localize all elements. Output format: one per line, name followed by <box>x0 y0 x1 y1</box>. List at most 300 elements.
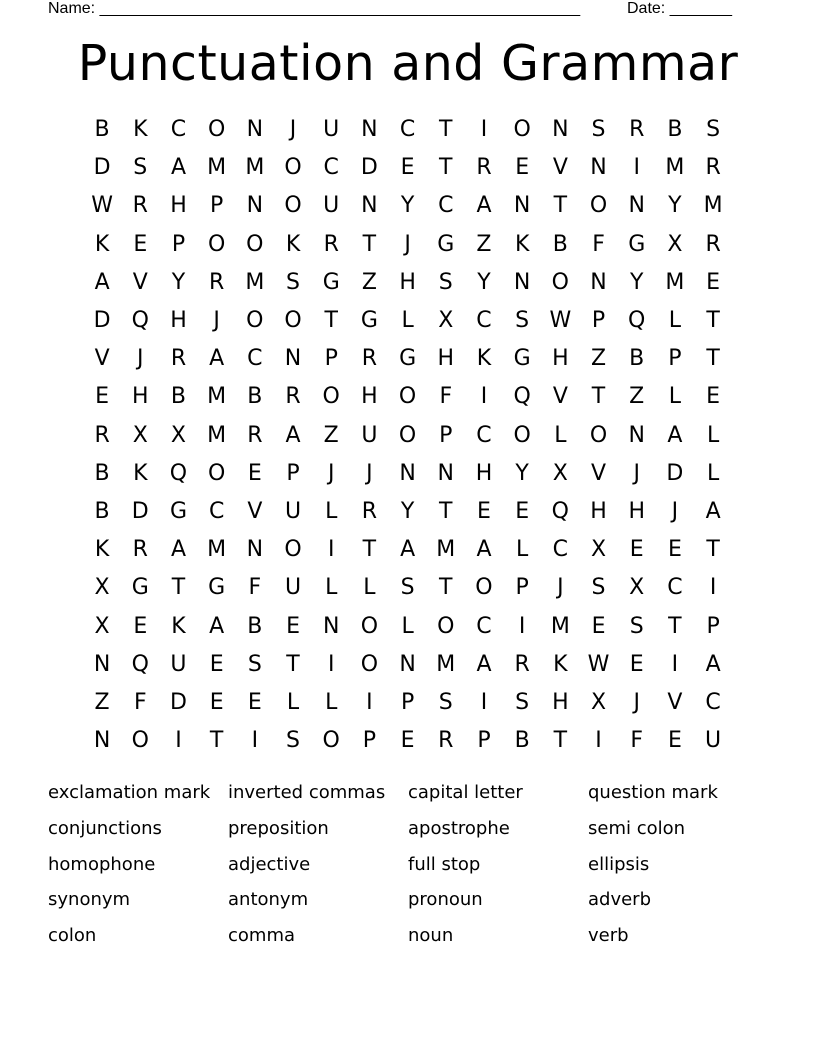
word-bank-item: homophone <box>48 853 156 875</box>
grid-letter: O <box>284 155 302 181</box>
grid-letter: N <box>437 460 455 486</box>
grid-letter: K <box>94 537 110 563</box>
grid-letter: M <box>436 651 456 677</box>
grid-letter: E <box>591 613 606 639</box>
grid-letter: A <box>285 422 301 448</box>
grid-letter: L <box>554 422 567 448</box>
grid-letter: T <box>362 537 377 563</box>
word-bank-item: conjunctions <box>48 817 162 839</box>
grid-letter: O <box>360 651 379 677</box>
grid-letter: G <box>628 231 646 257</box>
grid-letter: T <box>591 384 606 410</box>
grid-letter: L <box>286 689 300 715</box>
grid-letter: D <box>360 155 378 181</box>
word-bank-item: verb <box>588 925 629 947</box>
grid-letter: G <box>208 575 226 601</box>
grid-letter: N <box>361 193 378 219</box>
grid-letter: X <box>94 613 110 639</box>
grid-letter: K <box>133 460 148 486</box>
grid-letter: P <box>210 193 224 219</box>
grid-letter: E <box>706 384 721 410</box>
grid-letter: A <box>170 537 186 563</box>
grid-letter: H <box>475 460 493 486</box>
grid-letter: C <box>170 117 187 143</box>
grid-letter: T <box>439 117 453 143</box>
grid-letter: J <box>633 460 640 486</box>
grid-letter: C <box>476 613 492 639</box>
grid-letter: I <box>251 728 259 754</box>
word-bank-item: comma <box>228 925 296 947</box>
grid-letter: A <box>209 613 225 639</box>
grid-letter: O <box>207 460 226 486</box>
grid-letter: A <box>667 422 683 448</box>
grid-letter: C <box>438 193 454 219</box>
grid-letter: X <box>629 575 645 601</box>
grid-letter: E <box>133 613 148 639</box>
grid-letter: Y <box>171 269 186 295</box>
grid-letter: P <box>324 346 338 372</box>
word-bank-item: exclamation mark <box>48 782 211 803</box>
grid-letter: C <box>705 689 721 715</box>
grid-letter: S <box>133 155 148 181</box>
grid-letter: S <box>706 117 721 143</box>
grid-letter: T <box>324 308 338 334</box>
grid-letter: L <box>325 498 338 524</box>
grid-letter: T <box>706 308 720 334</box>
word-bank-item: semi colon <box>588 817 686 839</box>
grid-letter: C <box>476 422 492 448</box>
grid-letter: E <box>629 537 644 563</box>
grid-letter: H <box>552 689 569 715</box>
grid-letter: H <box>361 384 378 410</box>
grid-letter: R <box>361 498 378 524</box>
grid-letter: C <box>323 155 339 181</box>
grid-letter: R <box>705 231 721 257</box>
grid-letter: V <box>552 155 568 181</box>
grid-letter: R <box>94 422 110 448</box>
grid-letter: C <box>208 498 225 524</box>
grid-letter: S <box>286 728 301 754</box>
grid-letter: T <box>362 231 377 257</box>
grid-letter: F <box>630 728 644 754</box>
grid-letter: I <box>671 651 679 677</box>
grid-letter: S <box>438 269 453 295</box>
grid-letter: X <box>94 575 110 601</box>
grid-letter: W <box>549 308 572 334</box>
grid-letter: I <box>327 651 335 677</box>
grid-letter: B <box>514 728 530 754</box>
grid-letter: I <box>175 728 182 754</box>
grid-letter: R <box>361 346 378 372</box>
grid-letter: R <box>629 117 645 143</box>
grid-letter: E <box>247 460 262 486</box>
grid-letter: B <box>170 384 187 410</box>
grid-letter: U <box>284 498 302 524</box>
word-bank <box>48 779 768 958</box>
grid-letter: I <box>366 689 373 715</box>
grid-letter: C <box>667 575 683 601</box>
grid-letter: A <box>476 193 492 219</box>
grid-letter: P <box>439 422 453 448</box>
grid-letter: Q <box>131 651 149 677</box>
grid-letter: H <box>170 308 187 334</box>
grid-letter: H <box>437 346 455 372</box>
grid-letter: J <box>213 308 220 334</box>
grid-letter: R <box>170 346 187 372</box>
grid-letter: S <box>247 651 262 677</box>
grid-letter: R <box>285 384 301 410</box>
grid-letter: P <box>591 308 606 334</box>
grid-letter: J <box>557 575 564 601</box>
grid-letter: E <box>247 689 262 715</box>
word-bank-item: adverb <box>588 889 652 911</box>
grid-letter: X <box>590 689 607 715</box>
grid-letter: N <box>322 613 340 639</box>
grid-letter: G <box>437 231 455 257</box>
grid-letter: Y <box>400 193 415 219</box>
grid-letter: L <box>401 308 414 334</box>
grid-letter: T <box>668 613 682 639</box>
grid-letter: Q <box>513 384 531 410</box>
grid-letter: O <box>589 193 608 219</box>
grid-letter: B <box>667 117 683 143</box>
grid-letter: I <box>480 689 488 715</box>
grid-letter: N <box>93 728 111 754</box>
grid-letter: D <box>93 155 111 181</box>
grid-letter: M <box>245 155 265 181</box>
grid-letter: L <box>325 689 338 715</box>
grid-letter: B <box>94 498 110 524</box>
word-bank-item: preposition <box>228 817 329 839</box>
grid-letter: F <box>439 384 453 410</box>
grid-letter: L <box>325 575 338 601</box>
grid-letter: N <box>628 422 645 448</box>
grid-letter: I <box>518 613 526 639</box>
grid-letter: V <box>132 269 148 295</box>
grid-letter: K <box>514 231 530 257</box>
grid-letter: E <box>95 384 110 410</box>
grid-letter: I <box>480 384 488 410</box>
grid-letter: N <box>246 117 264 143</box>
grid-letter: P <box>515 575 529 601</box>
grid-letter: M <box>665 155 685 181</box>
grid-letter: J <box>366 460 373 486</box>
grid-letter: J <box>633 689 640 715</box>
grid-letter: O <box>398 422 417 448</box>
grid-letter: O <box>360 613 379 639</box>
grid-letter: K <box>171 613 186 639</box>
grid-letter: H <box>628 498 645 524</box>
grid-letter: A <box>170 155 186 181</box>
grid-letter: O <box>246 231 264 257</box>
grid-letter: E <box>400 728 415 754</box>
grid-letter: N <box>246 537 264 563</box>
grid-letter: O <box>437 613 455 639</box>
grid-letter: M <box>207 384 227 410</box>
grid-letter: E <box>209 689 224 715</box>
grid-letter: V <box>94 346 110 372</box>
word-bank-item: full stop <box>408 853 481 875</box>
grid-letter: U <box>323 193 340 219</box>
grid-letter: S <box>591 117 606 143</box>
grid-letter: P <box>400 689 415 715</box>
grid-letter: N <box>552 117 569 143</box>
grid-letter: Q <box>131 308 149 334</box>
word-bank-item: question mark <box>588 782 718 803</box>
grid-letter: E <box>477 498 491 524</box>
grid-letter: Z <box>323 422 339 448</box>
grid-letter: A <box>476 651 492 677</box>
grid-letter: S <box>286 269 301 295</box>
grid-letter: O <box>551 269 569 295</box>
grid-letter: N <box>590 269 607 295</box>
grid-letter: K <box>553 651 568 677</box>
grid-letter: L <box>706 460 720 486</box>
grid-letter: F <box>248 575 262 601</box>
grid-letter: M <box>245 269 265 295</box>
grid-letter: O <box>589 422 608 448</box>
grid-letter: E <box>209 651 224 677</box>
grid-letter: N <box>513 269 531 295</box>
grid-letter: E <box>515 498 530 524</box>
grid-letter: V <box>552 384 568 410</box>
grid-letter: B <box>247 613 263 639</box>
grid-letter: E <box>667 537 682 563</box>
grid-letter: R <box>476 155 492 181</box>
letter-grid <box>83 111 732 760</box>
grid-letter: O <box>322 384 340 410</box>
grid-letter: R <box>514 651 530 677</box>
grid-letter: I <box>480 117 488 143</box>
grid-letter: F <box>133 689 147 715</box>
grid-letter: E <box>133 231 148 257</box>
grid-letter: T <box>553 193 568 219</box>
grid-letter: N <box>93 651 111 677</box>
grid-letter: Y <box>668 193 682 219</box>
grid-letter: I <box>709 575 717 601</box>
grid-letter: G <box>169 498 187 524</box>
grid-letter: N <box>399 651 416 677</box>
grid-letter: O <box>246 308 264 334</box>
grid-letter: D <box>666 460 684 486</box>
grid-letter: O <box>322 728 340 754</box>
grid-letter: Z <box>590 346 607 372</box>
word-bank-item: colon <box>48 925 97 947</box>
grid-letter: A <box>705 498 721 524</box>
grid-letter: Y <box>629 269 644 295</box>
grid-letter: P <box>477 728 491 754</box>
grid-letter: T <box>286 651 300 677</box>
grid-letter: J <box>137 346 144 372</box>
grid-letter: O <box>475 575 493 601</box>
worksheet-header <box>48 0 748 20</box>
grid-letter: X <box>590 537 607 563</box>
grid-letter: R <box>132 537 148 563</box>
grid-letter: N <box>590 155 607 181</box>
grid-letter: P <box>668 346 682 372</box>
grid-letter: Q <box>628 308 646 334</box>
grid-letter: W <box>91 193 113 219</box>
grid-letter: L <box>516 537 529 563</box>
grid-letter: H <box>552 346 569 372</box>
grid-letter: K <box>94 231 110 257</box>
word-bank-item: pronoun <box>408 889 483 911</box>
grid-letter: U <box>323 117 340 143</box>
grid-letter: H <box>399 269 416 295</box>
grid-letter: M <box>436 537 456 563</box>
grid-letter: R <box>247 422 263 448</box>
grid-letter: Q <box>169 460 188 486</box>
grid-letter: Z <box>629 384 645 410</box>
grid-letter: Q <box>551 498 569 524</box>
grid-letter: O <box>284 308 302 334</box>
grid-letter: S <box>515 689 530 715</box>
grid-letter: H <box>132 384 149 410</box>
grid-letter: N <box>284 346 302 372</box>
grid-letter: X <box>667 231 683 257</box>
grid-letter: C <box>399 117 416 143</box>
grid-letter: J <box>404 231 411 257</box>
grid-letter: R <box>438 728 454 754</box>
grid-letter: O <box>284 193 302 219</box>
grid-letter: M <box>665 269 685 295</box>
grid-letter: V <box>591 460 607 486</box>
grid-letter: P <box>362 728 377 754</box>
grid-letter: E <box>706 269 721 295</box>
grid-letter: T <box>553 728 568 754</box>
grid-letter: F <box>592 231 605 257</box>
grid-letter: X <box>132 422 148 448</box>
word-bank-item: apostrophe <box>408 817 510 839</box>
grid-letter: Y <box>515 460 529 486</box>
grid-letter: X <box>170 422 186 448</box>
grid-letter: P <box>286 460 300 486</box>
grid-letter: T <box>171 575 186 601</box>
grid-letter: U <box>170 651 187 677</box>
grid-letter: C <box>476 308 492 334</box>
grid-letter: T <box>439 155 453 181</box>
grid-letter: N <box>628 193 645 219</box>
grid-letter: U <box>361 422 378 448</box>
grid-letter: K <box>285 231 301 257</box>
grid-letter: N <box>361 117 378 143</box>
word-bank-item: ellipsis <box>588 853 650 875</box>
grid-letter: O <box>207 117 226 143</box>
word-bank-item: synonym <box>48 889 131 911</box>
grid-letter: J <box>671 498 679 524</box>
grid-letter: E <box>400 155 415 181</box>
grid-letter: T <box>706 346 720 372</box>
grid-letter: C <box>247 346 263 372</box>
grid-letter: J <box>289 117 297 143</box>
grid-letter: Y <box>400 498 415 524</box>
grid-letter: D <box>131 498 149 524</box>
grid-letter: J <box>327 460 335 486</box>
grid-letter: O <box>284 537 302 563</box>
grid-letter: U <box>284 575 302 601</box>
grid-letter: K <box>133 117 148 143</box>
grid-letter: B <box>94 117 110 143</box>
grid-letter: P <box>706 613 720 639</box>
grid-letter: A <box>705 651 721 677</box>
grid-letter: M <box>703 193 723 219</box>
grid-letter: K <box>476 346 492 372</box>
grid-letter: V <box>667 689 683 715</box>
word-bank-item: inverted commas <box>228 782 386 803</box>
grid-letter: Z <box>94 689 110 715</box>
grid-letter: B <box>94 460 110 486</box>
word-bank-item: antonym <box>228 889 309 911</box>
grid-letter: D <box>93 308 111 334</box>
grid-letter: L <box>706 422 720 448</box>
grid-letter: L <box>401 613 414 639</box>
name-field: Name: ______________________________________________________ <box>48 0 581 17</box>
grid-letter: L <box>668 384 682 410</box>
grid-letter: A <box>476 537 492 563</box>
grid-letter: R <box>323 231 339 257</box>
grid-letter: L <box>668 308 682 334</box>
grid-letter: I <box>633 155 640 181</box>
grid-letter: V <box>247 498 263 524</box>
grid-letter: T <box>209 728 224 754</box>
grid-letter: B <box>552 231 568 257</box>
grid-letter: A <box>209 346 225 372</box>
grid-letter: R <box>209 269 225 295</box>
grid-letter: I <box>327 537 335 563</box>
grid-letter: C <box>552 537 569 563</box>
word-bank-item: noun <box>408 925 454 947</box>
page-title: Punctuation and Grammar <box>77 35 739 92</box>
grid-letter: O <box>398 384 417 410</box>
grid-letter: A <box>400 537 416 563</box>
grid-letter: I <box>595 728 602 754</box>
grid-letter: E <box>667 728 682 754</box>
grid-letter: O <box>513 422 531 448</box>
grid-letter: S <box>629 613 644 639</box>
grid-letter: G <box>360 308 378 334</box>
grid-letter: Y <box>477 269 491 295</box>
grid-letter: S <box>591 575 606 601</box>
grid-letter: T <box>706 537 720 563</box>
grid-letter: M <box>550 613 570 639</box>
grid-letter: M <box>207 537 227 563</box>
date-field: Date: _______ <box>627 0 732 17</box>
grid-letter: G <box>399 346 417 372</box>
grid-letter: R <box>705 155 721 181</box>
grid-letter: G <box>322 269 340 295</box>
grid-letter: G <box>131 575 149 601</box>
grid-letter: H <box>590 498 607 524</box>
grid-letter: E <box>286 613 300 639</box>
grid-letter: Z <box>476 231 492 257</box>
grid-letter: T <box>439 498 453 524</box>
grid-letter: X <box>552 460 568 486</box>
grid-letter: D <box>169 689 187 715</box>
grid-letter: O <box>207 231 226 257</box>
grid-letter: N <box>513 193 531 219</box>
grid-letter: W <box>587 651 610 677</box>
grid-letter: O <box>513 117 531 143</box>
grid-letter: U <box>705 728 722 754</box>
grid-letter: Z <box>361 269 377 295</box>
grid-letter: S <box>515 308 530 334</box>
grid-letter: N <box>246 193 264 219</box>
grid-letter: E <box>629 651 644 677</box>
grid-letter: S <box>400 575 415 601</box>
grid-letter: S <box>438 689 453 715</box>
grid-letter: G <box>513 346 531 372</box>
grid-letter: T <box>439 575 453 601</box>
